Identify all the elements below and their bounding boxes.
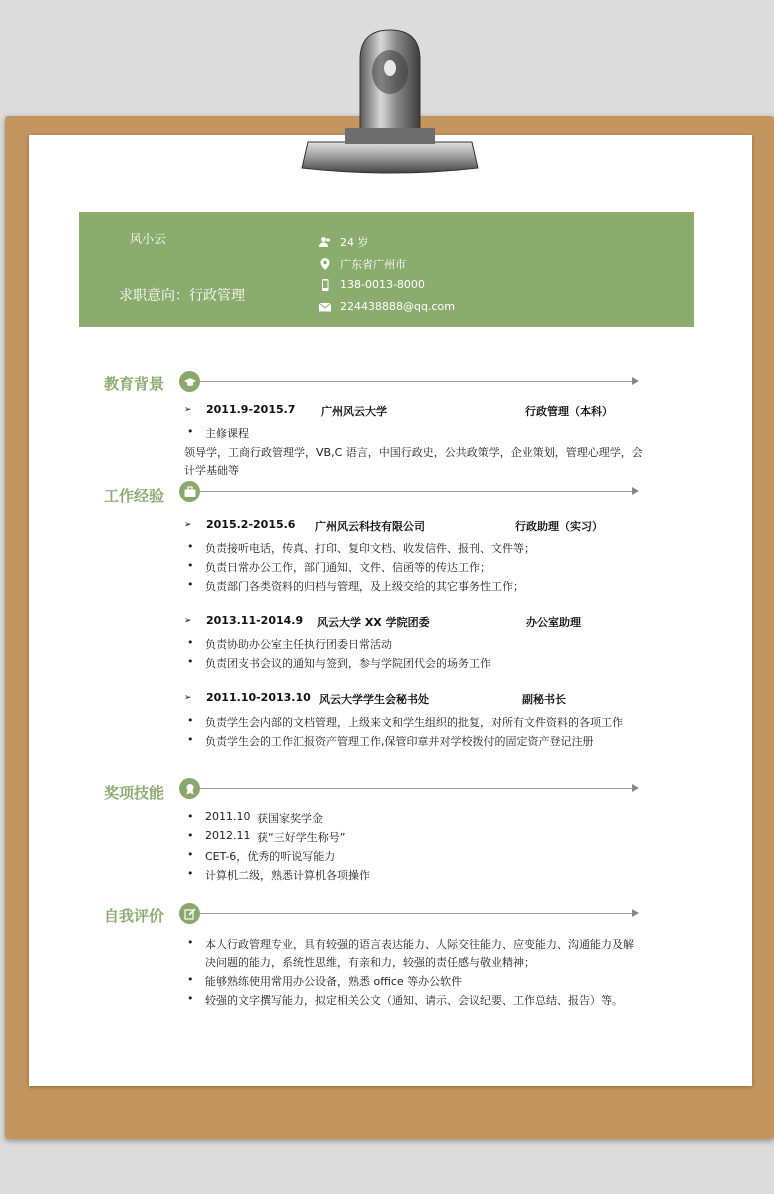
job-1-org: 广州风云科技有限公司 [315, 520, 425, 533]
duty-text: 负责团支书会议的通知与签到，参与学院团代会的场务工作 [205, 657, 491, 670]
job-3-marker: ➢ [184, 693, 192, 703]
duty-text: 负责协助办公室主任执行团委日常活动 [205, 638, 392, 651]
duty-text: 负责学生会的工作汇报资产管理工作,保管印章并对学校拨付的固定资产登记注册 [205, 735, 594, 748]
education-icon-badge [179, 371, 200, 392]
job-1-period: 2015.2-2015.6 [206, 518, 296, 531]
courses-label: 主修课程 [205, 427, 249, 440]
job-2-marker: ➢ [184, 616, 192, 626]
self-title: 自我评价 [104, 907, 165, 925]
courses-line-2: 计学基础等 [184, 464, 239, 477]
phone-text: 138-0013-8000 [340, 278, 425, 291]
self-divider [200, 913, 634, 914]
resume-header [79, 212, 694, 327]
phone-icon [319, 279, 331, 291]
job-intent: 求职意向：行政管理 [119, 288, 245, 304]
education-school: 广州风云大学 [321, 405, 387, 418]
education-major: 行政管理（本科） [525, 405, 613, 418]
briefcase-icon [184, 486, 196, 498]
work-divider [200, 491, 634, 492]
self-arrow [632, 909, 639, 917]
award-text: 获“三好学生称号” [257, 831, 346, 844]
email-text: 224438888@qq.com [340, 300, 455, 313]
binder-clip-icon [0, 0, 774, 190]
self-text: 本人行政管理专业，具有较强的语言表达能力、人际交往能力、应变能力、沟通能力及解 [205, 938, 634, 951]
education-title: 教育背景 [104, 375, 165, 393]
work-title: 工作经验 [104, 487, 165, 505]
graduation-cap-icon [184, 376, 196, 388]
self-text: 较强的文字撰写能力，拟定相关公文（通知、请示、会议纪要、工作总结、报告）等。 [205, 994, 623, 1007]
courses-line-1: 领导学，工商行政管理学，VB,C 语言，中国行政史，公共政策学，企业策划，管理心理学，会 [184, 446, 643, 459]
duty-text: 负责日常办公工作，部门通知、文件、信函等的传达工作； [205, 561, 491, 574]
education-entry-marker: ➢ [184, 405, 192, 415]
awards-arrow [632, 784, 639, 792]
job-2-org: 风云大学 XX 学院团委 [317, 616, 430, 629]
job-2-role: 办公室助理 [526, 616, 581, 629]
award-text: CET-6，优秀的听说写能力 [205, 850, 336, 863]
location-text: 广东省广州市 [340, 258, 406, 271]
self-icon-badge [179, 903, 200, 924]
award-date: 2011.10 [205, 810, 251, 823]
awards-icon-badge [179, 778, 200, 799]
candidate-name: 风小云 [130, 232, 167, 246]
job-3-org: 风云大学学生会秘书处 [319, 693, 429, 706]
work-icon-badge [179, 481, 200, 502]
location-row [319, 256, 406, 272]
duty-text: 负责部门各类资料的归档与管理，及上级交给的其它事务性工作； [205, 580, 524, 593]
edit-icon [184, 908, 196, 920]
award-text: 获国家奖学金 [257, 812, 323, 825]
self-text: 能够熟练使用常用办公设备，熟悉 office 等办公软件 [205, 975, 463, 988]
duty-text: 负责接听电话，传真、打印、复印文档、收发信件、报刊、文件等； [205, 542, 535, 555]
job-3-role: 副秘书长 [522, 693, 566, 706]
mail-icon [319, 301, 331, 313]
awards-title: 奖项技能 [104, 784, 165, 802]
job-3-period: 2011.10-2013.10 [206, 691, 311, 704]
award-text: 计算机二级，熟悉计算机各项操作 [205, 869, 370, 882]
education-divider [200, 381, 634, 382]
job-2-period: 2013.11-2014.9 [206, 614, 304, 627]
user-icon [319, 236, 331, 248]
self-text-continued: 决问题的能力，系统性思维，有亲和力，较强的责任感与敬业精神； [205, 956, 535, 969]
job-1-role: 行政助理（实习） [515, 520, 603, 533]
age-row [319, 234, 369, 250]
phone-row [319, 278, 425, 291]
age-text: 24 岁 [340, 236, 369, 249]
job-1-marker: ➢ [184, 520, 192, 530]
award-icon [184, 783, 196, 795]
awards-divider [200, 788, 634, 789]
duty-text: 负责学生会内部的文档管理，上级来文和学生组织的批复，对所有文件资料的各项工作 [205, 716, 623, 729]
location-icon [319, 258, 331, 270]
email-row [319, 300, 455, 313]
work-arrow [632, 487, 639, 495]
education-period: 2011.9-2015.7 [206, 403, 296, 416]
education-arrow [632, 377, 639, 385]
award-date: 2012.11 [205, 829, 251, 842]
